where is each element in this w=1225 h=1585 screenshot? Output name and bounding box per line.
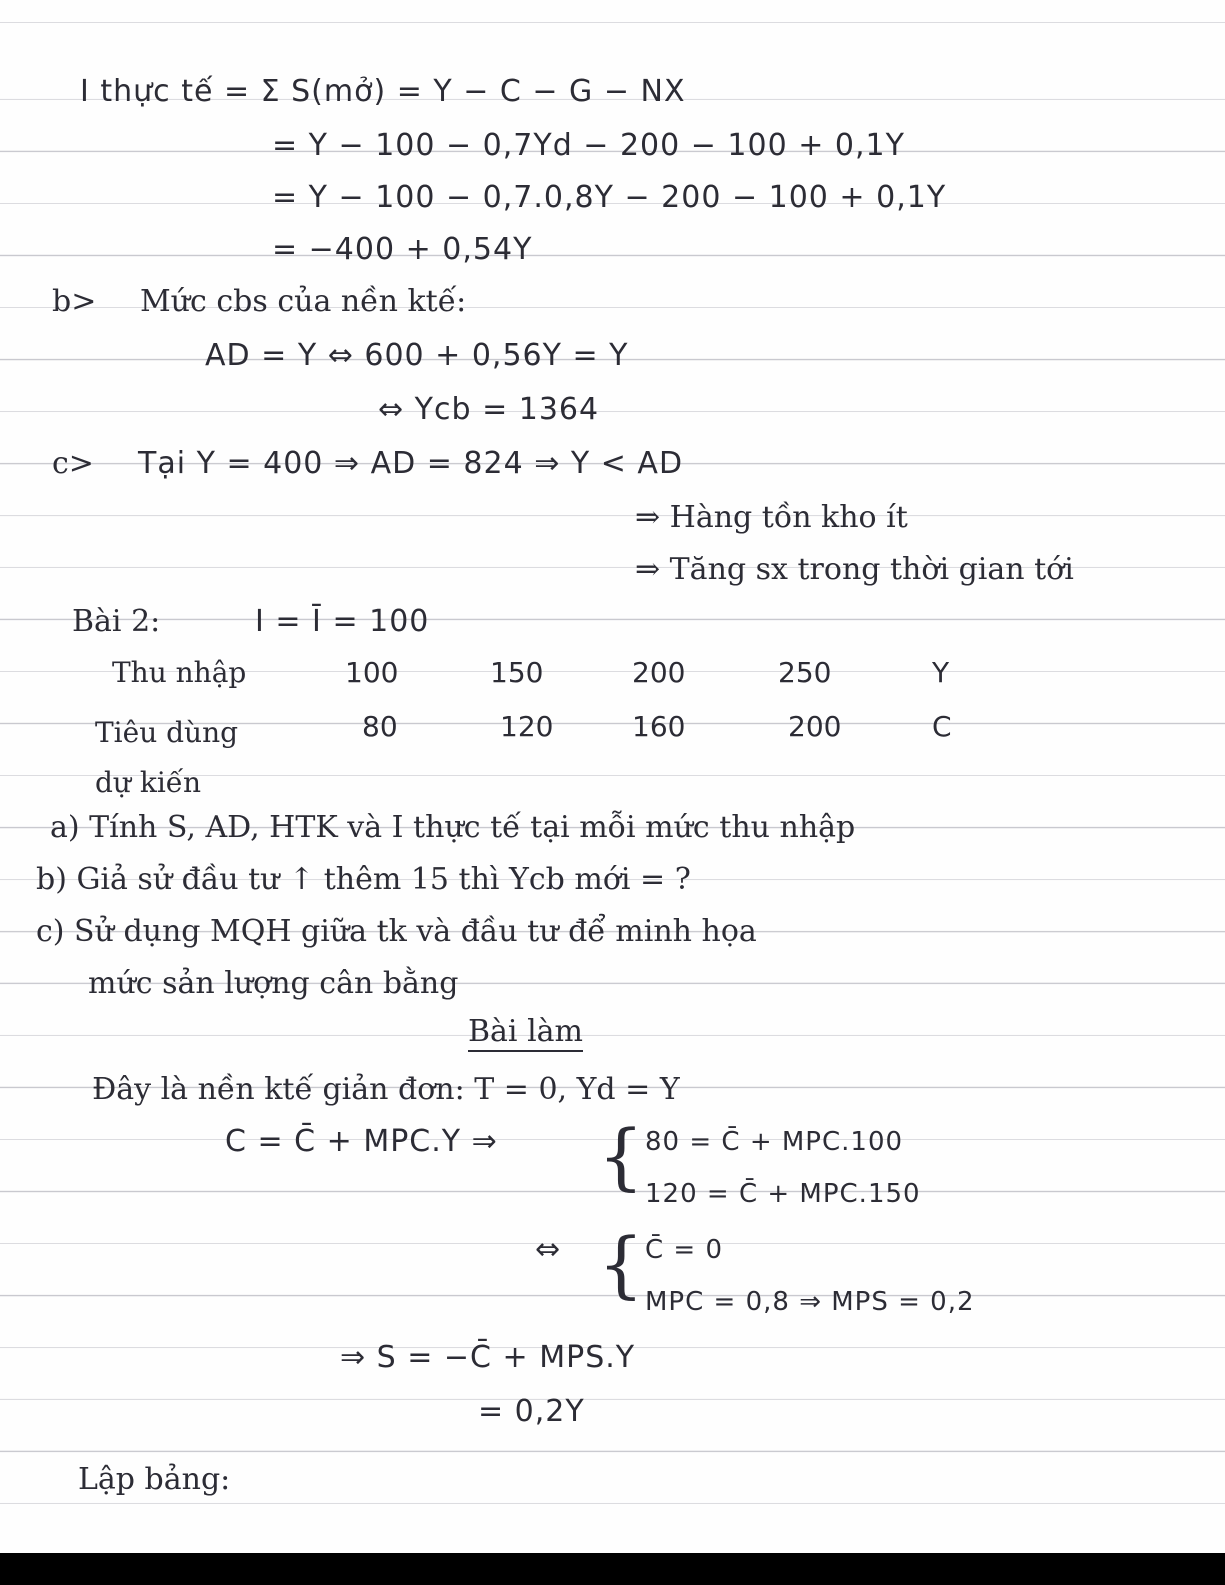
exercise-heading: Bài 2: <box>72 604 161 639</box>
table-cell: 200 <box>632 656 686 689</box>
table-cell: 100 <box>345 656 399 689</box>
question-c-continued: mức sản lượng cân bằng <box>88 966 459 1001</box>
solution-title: Bài làm <box>468 1014 583 1052</box>
row-symbol: Y <box>932 656 950 689</box>
table-cell: 80 <box>362 710 398 743</box>
row-symbol: C <box>932 710 952 743</box>
equation-line: AD = Y ⇔ 600 + 0,56Y = Y <box>205 338 629 373</box>
system-equation: C̄ = 0 <box>645 1235 724 1265</box>
given-equation: I = Ī = 100 <box>255 604 430 639</box>
equation-line: ⇔ Ycb = 1364 <box>378 392 600 427</box>
conclusion-line: ⇒ Tăng sx trong thời gian tới <box>635 552 1074 587</box>
equivalence-symbol: ⇔ <box>535 1232 562 1267</box>
system-equation: MPC = 0,8 ⇒ MPS = 0,2 <box>645 1287 975 1317</box>
row-label: Tiêu dùng dự kiến <box>95 716 239 799</box>
solution-intro: Đây là nền ktế giản đơn: T = 0, Yd = Y <box>92 1072 680 1107</box>
consumption-formula: C = C̄ + MPC.Y ⇒ <box>225 1124 498 1159</box>
left-brace: { <box>598 1114 644 1198</box>
system-equation: 120 = C̄ + MPC.150 <box>645 1179 921 1209</box>
section-heading: Mức cbs của nền ktế: <box>140 284 467 319</box>
table-cell: 150 <box>490 656 544 689</box>
system-equation: 80 = C̄ + MPC.100 <box>645 1127 904 1157</box>
table-heading: Lập bảng: <box>78 1462 231 1497</box>
saving-result: = 0,2Y <box>478 1394 585 1429</box>
table-cell: 160 <box>632 710 686 743</box>
question-c: c) Sử dụng MQH giữa tk và đầu tư để minh họa <box>36 914 757 949</box>
equation-line: Tại Y = 400 ⇒ AD = 824 ⇒ Y < AD <box>138 446 684 481</box>
table-cell: 200 <box>788 710 842 743</box>
equation-line: I thực tế = Σ S(mở) = Y − C − G − NX <box>80 74 686 109</box>
conclusion-line: ⇒ Hàng tồn kho ít <box>635 500 908 535</box>
left-brace: { <box>598 1222 644 1306</box>
question-b: b) Giả sử đầu tư ↑ thêm 15 thì Ycb mới = ? <box>36 862 691 897</box>
equation-line: = Y − 100 − 0,7Yd − 200 − 100 + 0,1Y <box>272 128 905 163</box>
item-label: c> <box>52 446 94 481</box>
table-cell: 250 <box>778 656 832 689</box>
table-cell: 120 <box>500 710 554 743</box>
row-label: Thu nhập <box>112 656 247 689</box>
question-a: a) Tính S, AD, HTK và I thực tế tại mỗi mức thu nhập <box>50 810 856 845</box>
equation-line: = Y − 100 − 0,7.0,8Y − 200 − 100 + 0,1Y <box>272 180 947 215</box>
equation-line: = −400 + 0,54Y <box>272 232 533 267</box>
saving-formula: ⇒ S = −C̄ + MPS.Y <box>340 1340 636 1375</box>
bottom-border <box>0 1553 1225 1585</box>
item-label: b> <box>52 284 97 319</box>
